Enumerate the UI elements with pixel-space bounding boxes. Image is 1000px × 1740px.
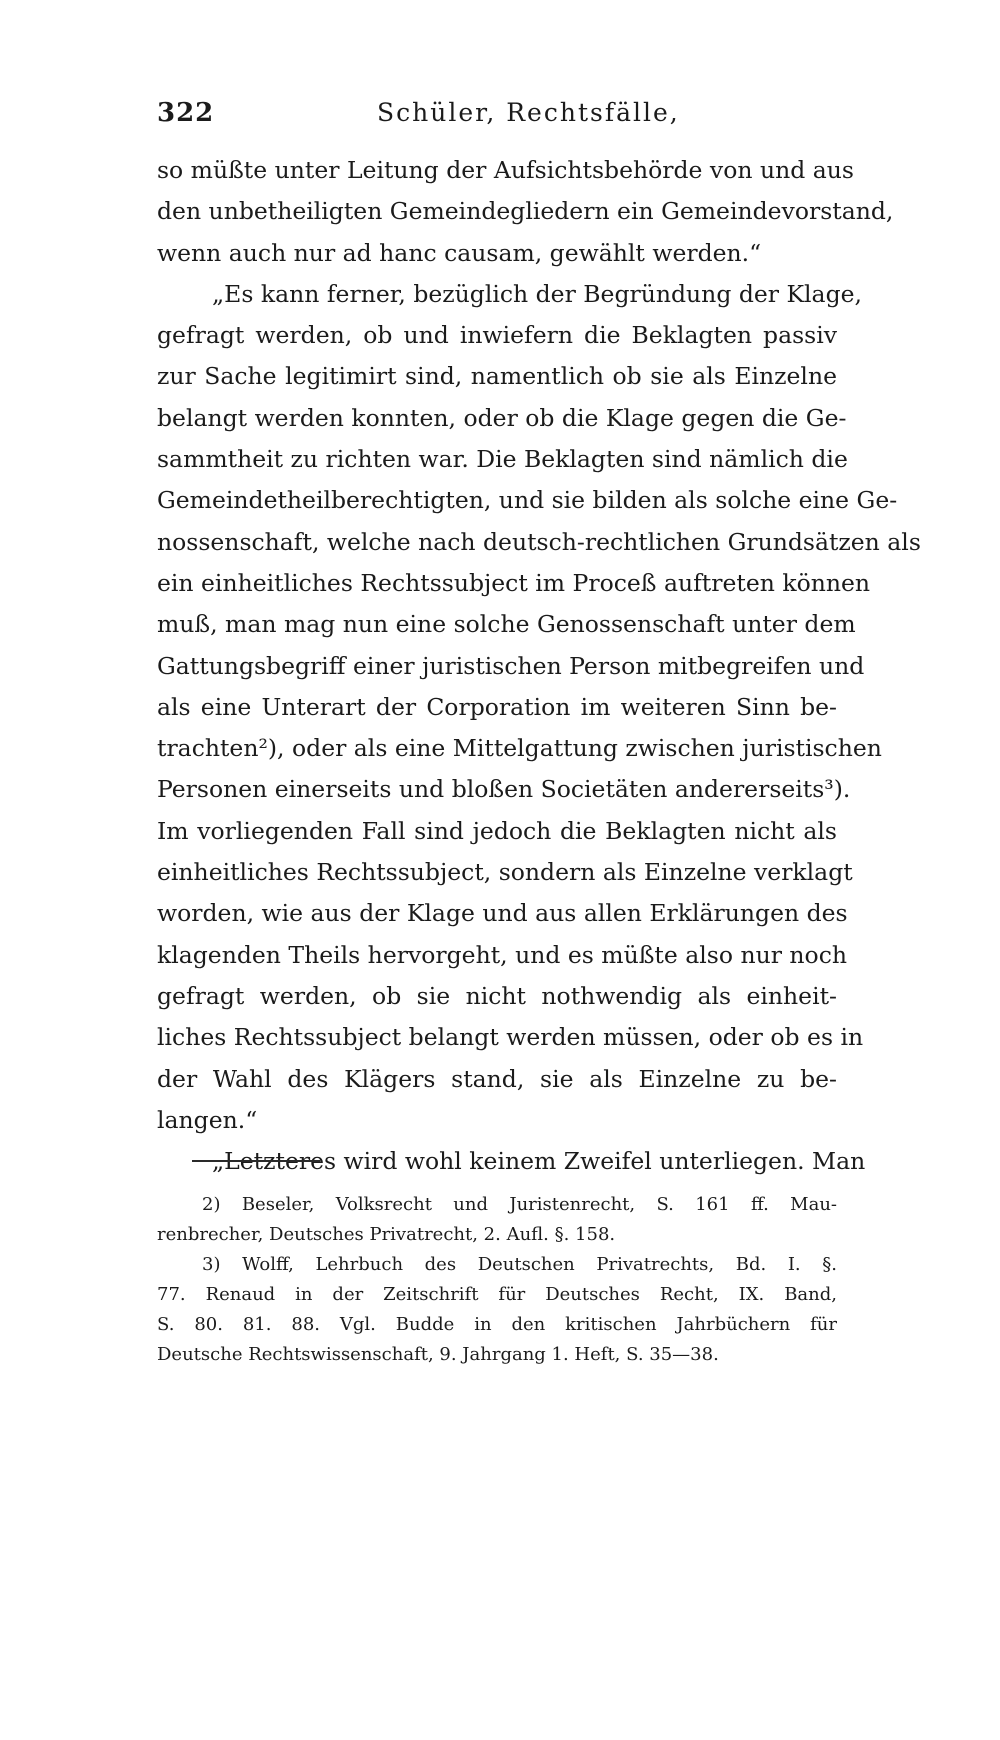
- footnote-line: Deutsche Rechtswissenschaft, 9. Jahrgang 1. Heft, S. 35—38.: [157, 1344, 719, 1365]
- text-line: nossenschaft, welche nach deutsch-rechtlichen Grundsätzen als: [157, 527, 921, 556]
- text-line: Gattungsbegriff einer juristischen Person mitbegreifen und: [157, 651, 865, 680]
- text-line: sammtheit zu richten war. Die Beklagten sind nämlich die: [157, 445, 848, 474]
- footnote-line: renbrecher, Deutsches Privatrecht, 2. Aufl. §. 158.: [157, 1224, 616, 1245]
- text-line: belangt werden konnten, oder ob die Klage gegen die Ge-: [157, 403, 847, 432]
- text-line: als eine Unterart der Corporation im weiteren Sinn be-: [157, 692, 837, 721]
- page-number: 322: [157, 98, 215, 128]
- text-line: klagenden Theils hervorgeht, und es müßte also nur noch: [157, 940, 848, 969]
- text-line: worden, wie aus der Klage und aus allen Erklärungen des: [157, 899, 848, 928]
- text-line: „Es kann ferner, bezüglich der Begründung der Klage,: [212, 279, 862, 308]
- text-line: gefragt werden, ob sie nicht nothwendig als einheit-: [157, 981, 837, 1010]
- footnote-line: 2) Beseler, Volksrecht und Juristenrecht, S. 161 ff. Mau-: [202, 1194, 837, 1215]
- page-header: [157, 98, 837, 138]
- footnote-line: S. 80. 81. 88. Vgl. Budde in den kritischen Jahrbüchern für: [157, 1314, 837, 1335]
- body-text: [157, 150, 921, 1182]
- footnote-rule: [192, 1160, 320, 1162]
- text-line: der Wahl des Klägers stand, sie als Einzelne zu be-: [157, 1064, 837, 1093]
- text-line: ein einheitliches Rechtssubject im Proceß auftreten können: [157, 568, 871, 597]
- text-line: wenn auch nur ad hanc causam, gewählt werden.“: [157, 238, 762, 267]
- footnote-line: 77. Renaud in der Zeitschrift für Deutsches Recht, IX. Band,: [157, 1284, 837, 1305]
- text-line: gefragt werden, ob und inwiefern die Beklagten passiv: [157, 321, 837, 350]
- text-line: muß, man mag nun eine solche Genossenschaft unter dem: [157, 610, 856, 639]
- running-title: Schüler, Rechtsfälle,: [377, 98, 680, 127]
- text-line: so müßte unter Leitung der Aufsichtsbehörde von und aus: [157, 156, 854, 184]
- text-line: „Letzteres wird wohl keinem Zweifel unterliegen. Man: [212, 1147, 866, 1176]
- footnote-line: 3) Wolff, Lehrbuch des Deutschen Privatrechts, Bd. I. §.: [202, 1254, 837, 1275]
- text-line: den unbetheiligten Gemeindegliedern ein Gemeindevorstand,: [157, 197, 894, 226]
- footnotes: [157, 1190, 837, 1370]
- text-line: trachten²), oder als eine Mittelgattung zwischen juristischen: [157, 734, 882, 763]
- text-line: Gemeindetheilberechtigten, und sie bilden als solche eine Ge-: [157, 486, 898, 515]
- text-line: Im vorliegenden Fall sind jedoch die Beklagten nicht als: [157, 816, 837, 845]
- text-line: langen.“: [157, 1105, 258, 1134]
- text-line: zur Sache legitimirt sind, namentlich ob sie als Einzelne: [157, 362, 837, 391]
- text-line: liches Rechtssubject belangt werden müssen, oder ob es in: [157, 1023, 864, 1052]
- text-line: einheitliches Rechtssubject, sondern als Einzelne verklagt: [157, 858, 853, 887]
- text-line: Personen einerseits und bloßen Societäten andererseits³).: [157, 775, 851, 804]
